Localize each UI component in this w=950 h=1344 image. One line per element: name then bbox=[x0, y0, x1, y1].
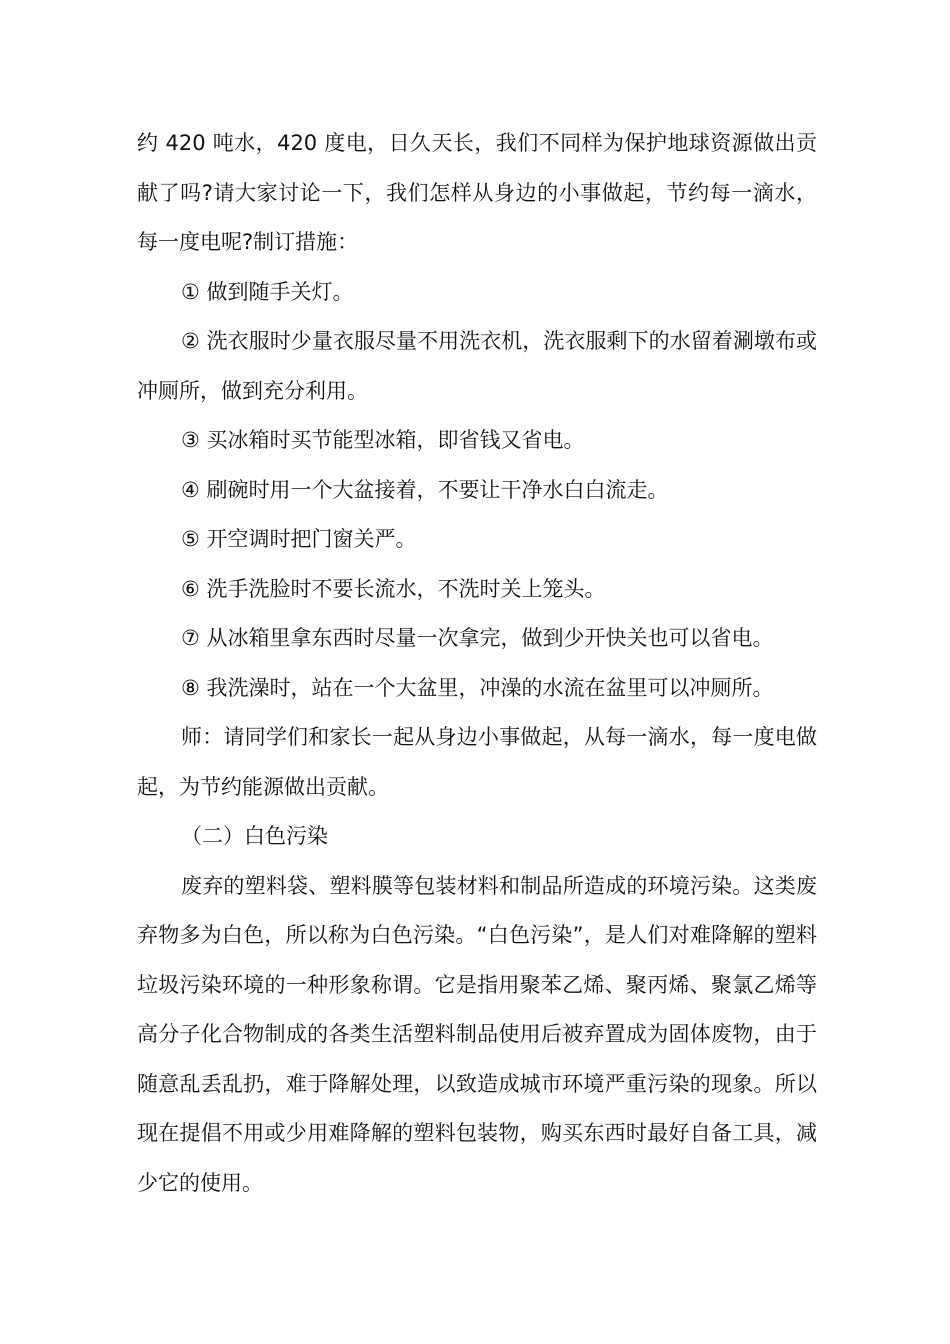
measure-item-3: ③ 买冰箱时买节能型冰箱，即省钱又省电。 bbox=[181, 428, 585, 452]
section-paragraph: 废弃的塑料袋、塑料膜等包装材料和制品所造成的环境污染。这类废弃物多为白色，所以称为白色污染。“白色污染”，是人们对难降解的塑料垃圾污染环境的一种形象称谓。它是指用聚苯乙烯、聚丙烯、聚氯乙烯等高分子化合物制成的各类生活塑料制品使用后被弃置成为固体废物，由于随意乱丢乱扔，难于降解处理，以致造成城市环境严重污染的现象。所以现在提倡不用或少用难降解的塑料包装物，购买东西时最好自备工具，减少它的使用。 bbox=[137, 873, 817, 1195]
measure-item-6: ⑥ 洗手洗脸时不要长流水，不洗时关上笼头。 bbox=[181, 576, 606, 601]
measure-item-1: ① 做到随手关灯。 bbox=[181, 279, 354, 304]
intro-paragraph: 约 420 吨水，420 度电，日久天长，我们不同样为保护地球资源做出贡献了吗?请大家讨论一下，我们怎样从身边的小事做起，节约每一滴水，每一度电呢?制订措施： bbox=[137, 131, 817, 254]
teacher-paragraph: 师：请同学们和家长一起从身边小事做起，从每一滴水，每一度电做起，为节约能源做出贡献。 bbox=[137, 725, 817, 799]
measure-item-5: ⑤ 开空调时把门窗关严。 bbox=[181, 527, 417, 551]
section-heading: （二）白色污染 bbox=[181, 824, 328, 848]
measure-item-7: ⑦ 从冰箱里拿东西时尽量一次拿完，做到少开快关也可以省电。 bbox=[181, 626, 774, 650]
measure-item-4: ④ 刷碗时用一个大盆接着，不要让干净水白白流走。 bbox=[181, 477, 669, 502]
measure-item-2: ② 洗衣服时少量衣服尽量不用洗衣机，洗衣服剩下的水留着涮墩布或冲厕所，做到充分利用。 bbox=[137, 329, 817, 403]
measure-item-8: ⑧ 我洗澡时，站在一个大盆里，冲澡的水流在盆里可以冲厕所。 bbox=[181, 675, 774, 700]
document-body bbox=[137, 119, 817, 1208]
